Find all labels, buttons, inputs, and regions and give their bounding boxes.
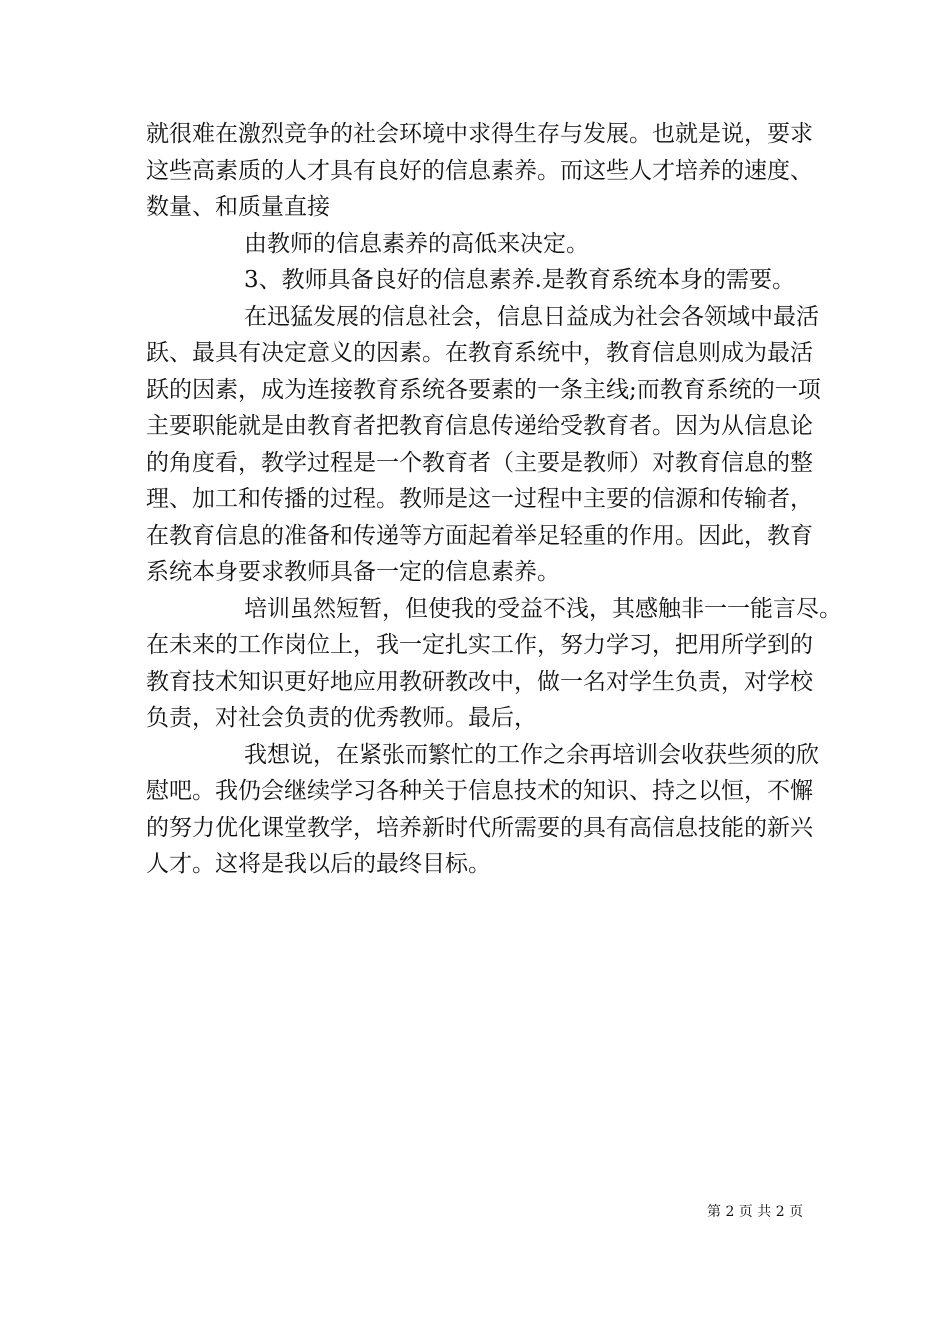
text-line: 由教师的信息素养的高低来决定。 [244, 230, 589, 257]
text-line: 理、加工和传播的过程。教师是这一过程中主要的信源和传输者， [146, 486, 813, 512]
text-line: 在迅猛发展的信息社会，信息日益成为社会各领域中最活 [244, 303, 819, 330]
text-line: 在未来的工作岗位上，我一定扎实工作，努力学习，把用所学到的 [146, 632, 813, 658]
text-line: 的努力优化课堂教学，培养新时代所需要的具有高信息技能的新兴 [146, 814, 813, 841]
text-line: 在教育信息的准备和传递等方面起着举足轻重的作用。因此，教育 [146, 522, 813, 549]
text-line: 3、教师具备良好的信息素养.是教育系统本身的需要。 [244, 267, 795, 293]
text-line: 数量、和质量直接 [146, 194, 330, 220]
text-line: 负责，对社会负责的优秀教师。最后， [146, 705, 537, 731]
text-line: 慰吧。我仍会继续学习各种关于信息技术的知识、持之以恒，不懈 [146, 778, 813, 804]
text-line: 系统本身要求教师具备一定的信息素养。 [146, 559, 560, 585]
text-line: 主要职能就是由教育者把教育信息传递给受教育者。因为从信息论 [146, 413, 813, 439]
text-line: 的角度看，教学过程是一个教育者（主要是教师）对教育信息的整 [146, 449, 813, 476]
text-line: 培训虽然短暂，但使我的受益不浅，其感触非一一能言尽。 [244, 595, 842, 622]
document-body [146, 116, 842, 883]
text-line: 这些高素质的人才具有良好的信息素养。而这些人才培养的速度、 [146, 157, 813, 184]
text-line: 人才。这将是我以后的最终目标。 [146, 851, 491, 877]
text-line: 跃的因素，成为连接教育系统各要素的一条主线;而教育系统的一项 [146, 376, 821, 403]
text-line: 教育技术知识更好地应用教研教改中，做一名对学生负责，对学校 [146, 668, 813, 695]
text-line: 跃、最具有决定意义的因素。在教育系统中，教育信息则成为最活 [146, 340, 813, 366]
page-number-footer: 第 2 页 共 2 页 [707, 1204, 804, 1220]
text-line: 我想说，在紧张而繁忙的工作之余再培训会收获些须的欣 [244, 741, 819, 768]
text-line: 就很难在激烈竞争的社会环境中求得生存与发展。也就是说，要求 [146, 121, 813, 147]
